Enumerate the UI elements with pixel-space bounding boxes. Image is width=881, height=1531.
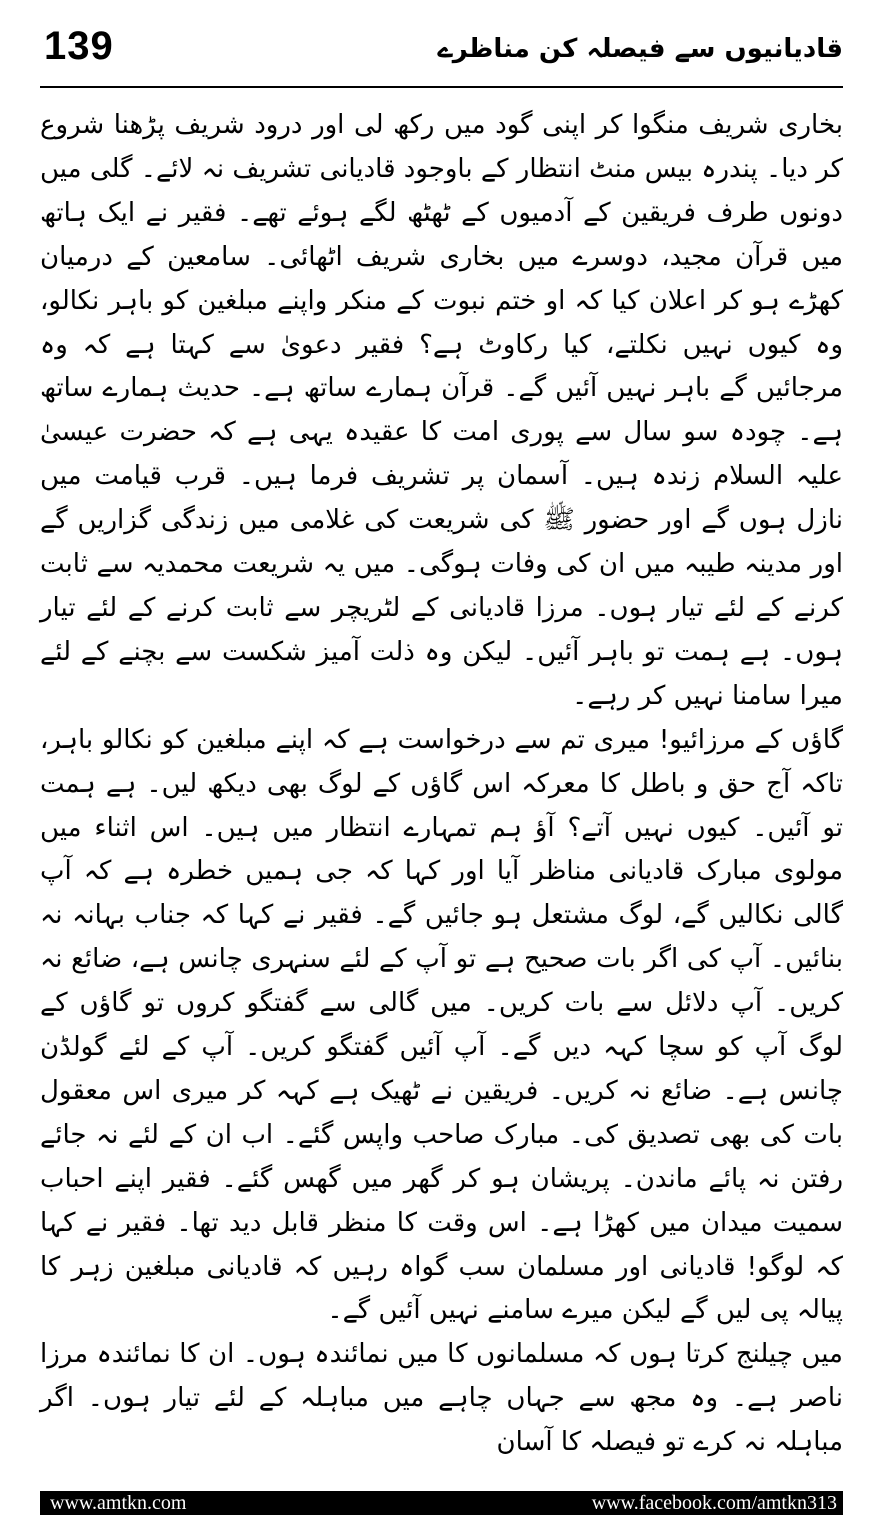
paragraph: بخاری شریف منگوا کر اپنی گود میں رکھ لی اور درود شریف پڑھنا شروع کر دیا۔ پندرہ بیس منٹ انتظار کے باوجود قادیانی تشریف نہ لائے۔ گلی میں دونوں طرف فریقین کے آدمیوں کے ٹھٹھ لگے ہوئے تھے۔ فقیر نے ایک ہاتھ میں قرآن مجید، دوسرے میں بخاری شریف اٹھائی۔ سامعین کے درمیان کھڑے ہو کر اعلان کیا کہ او ختم نبوت کے منکر واپنے مبلغین کو باہر نکالو، وہ کیوں نہیں نکلتے، کیا رکاوٹ ہے؟ فقیر دعویٰ سے کہتا ہے کہ وہ مرجائیں گے باہر نہیں آئیں گے۔ قرآن ہمارے ساتھ ہے۔ حدیث ہمارے ساتھ ہے۔ چودہ سو سال سے پوری امت کا عقیدہ یہی ہے کہ حضرت عیسیٰ علیہ السلام زندہ ہیں۔ آسمان پر تشریف فرما ہیں۔ قرب قیامت میں نازل ہوں گے اور حضور ﷺ کی شریعت کی غلامی میں زندگی گزاریں گے اور مدینہ طیبہ میں ان کی وفات ہوگی۔ میں یہ شریعت محمدیہ سے ثابت کرنے کے لئے تیار ہوں۔ مرزا قادیانی کے لٹریچر سے ثابت کرنے کے لئے تیار ہوں۔ ہے ہمت تو باہر آئیں۔ لیکن وہ ذلت آمیز شکست سے بچنے کے لئے میرا سامنا نہیں کر رہے۔: [40, 110, 843, 711]
footer-bar: [40, 1491, 843, 1515]
page-number: 139: [44, 24, 114, 68]
header-divider: [40, 86, 843, 88]
footer-website-link[interactable]: www.amtkn.com: [50, 1492, 187, 1514]
paragraph: میں چیلنج کرتا ہوں کہ مسلمانوں کا میں نمائندہ ہوں۔ ان کا نمائندہ مرزا ناصر ہے۔ وہ مجھ سے جہاں چاہے میں مباہلہ کے لئے تیار ہوں۔ اگر مباہلہ نہ کرے تو فیصلہ کا آسان: [40, 1339, 843, 1458]
paragraph: گاؤں کے مرزائیو! میری تم سے درخواست ہے کہ اپنے مبلغین کو نکالو باہر، تاکہ آج حق و باطل کا معرکہ اس گاؤں کے لوگ بھی دیکھ لیں۔ ہے ہمت تو آئیں۔ کیوں نہیں آتے؟ آؤ ہم تمہارے انتظار میں ہیں۔ اس اثناء میں مولوی مبارک قادیانی مناظر آیا اور کہا کہ جی ہمیں خطرہ ہے کہ آپ گالی نکالیں گے، لوگ مشتعل ہو جائیں گے۔ فقیر نے کہا کہ جناب بہانہ نہ بنائیں۔ آپ کی اگر بات صحیح ہے تو آپ کے لئے سنہری چانس ہے، ضائع نہ کریں۔ آپ دلائل سے بات کریں۔ میں گالی سے گفتگو کروں تو گاؤں کے لوگ آپ کو سچا کہہ دیں گے۔ آپ آئیں گفتگو کریں۔ آپ کے لئے گولڈن چانس ہے۔ ضائع نہ کریں۔ فریقین نے ٹھیک ہے کہہ کر میری اس معقول بات کی بھی تصدیق کی۔ مبارک صاحب واپس گئے۔ اب ان کے لئے نہ جائے رفتن نہ پائے ماندن۔ پریشان ہو کر گھر میں گھس گئے۔ فقیر اپنے احباب سمیت میدان میں کھڑا ہے۔ اس وقت کا منظر قابل دید تھا۔ فقیر نے کہا کہ لوگو! قادیانی اور مسلمان سب گواہ رہیں کہ قادیانی مبلغین زہر کا پیالہ پی لیں گے لیکن میرے سامنے نہیں آئیں گے۔: [40, 724, 843, 1326]
footer-facebook-link[interactable]: www.facebook.com/amtkn313: [591, 1492, 837, 1514]
body-text: [40, 104, 843, 1465]
running-title: قادیانیوں سے فیصلہ کن مناظرے: [437, 34, 843, 64]
